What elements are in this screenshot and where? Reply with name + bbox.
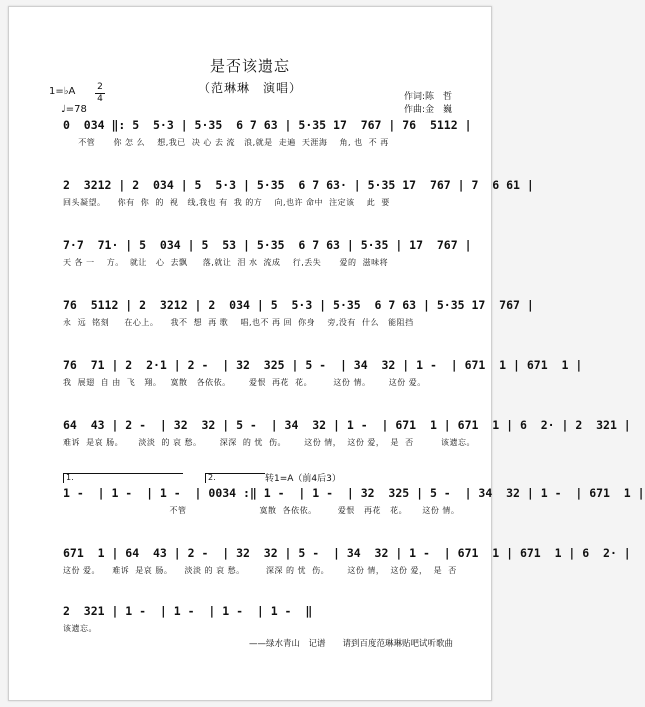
notation-line: 671 1 | 64 43 | 2 - | 32 32 | 5 - | 34 32 | 1 - | 671 1 | 671 1 | 6 2· | <box>63 546 631 560</box>
score-row-7 <box>9 485 645 525</box>
notation-line: 1 - | 1 - | 1 - | 0034 :‖ 1 - | 1 - | 32 325 | 5 - | 34 32 | 1 - | 671 1 | <box>63 486 645 500</box>
notation-line: 64 43 | 2 - | 32 32 | 5 - | 34 32 | 1 - | 671 1 | 671 1 | 6 2· | 2 321 | <box>63 418 631 432</box>
lyric-line: 难诉 是哀 肠。 淡淡 的 哀 愁。 深深 的 忧 伤。 这份 情， 这份 爱， 是 否 该遗忘。 <box>63 438 475 447</box>
notation-line: 2 3212 | 2 034 | 5 5·3 | 5·35 6 7 63· | 5·35 17 767 | 7 6 61 | <box>63 178 534 192</box>
score-row-1 <box>9 117 491 157</box>
key-signature: 1=♭A <box>49 86 76 97</box>
score-row-8 <box>9 545 631 585</box>
score-row-3 <box>9 237 491 277</box>
meter-bottom: 4 <box>97 94 103 104</box>
lyric-line: 不管 你 怎 么 想,我已 决 心 去 流 浪,就是 走遍 天涯海 角, 也 不 再 <box>63 138 389 147</box>
time-signature <box>95 83 105 104</box>
lyric-line: 这份 爱。 难诉 是哀 肠。 淡淡 的 哀 愁。 深深 的 忧 伤。 这份 情， 这份 爱， 是 否 <box>63 566 457 575</box>
modulation-marking: 转1=A（前4后3） <box>265 474 341 484</box>
credits <box>404 91 452 117</box>
notation-line: 76 71 | 2 2·1 | 2 - | 32 325 | 5 - | 34 32 | 1 - | 671 1 | 671 1 | <box>63 358 583 372</box>
quarter-note-icon: ♩ <box>61 104 66 115</box>
tempo-value: =78 <box>65 104 87 115</box>
lyric-line: 永 远 铭刻 在心上。 我不 想 再 歌 唱,也不 再 回 你身 旁,没有 什么 能阻挡 <box>63 318 414 327</box>
notation-line: 0 034 ‖: 5 5·3 | 5·35 6 7 63 | 5·35 17 767 | 76 5112 | <box>63 118 472 132</box>
notation-line: 7·7 71· | 5 034 | 5 53 | 5·35 6 7 63 | 5·35 | 17 767 | <box>63 238 472 252</box>
lyric-line: 回头凝望。 你有 你 的 视 线,我也 有 我 的方 向,也许 命中 注定该 此 要 <box>63 198 390 207</box>
score-row-5 <box>9 357 583 397</box>
score-row-2 <box>9 177 534 217</box>
tempo-marking <box>61 104 87 115</box>
performer-subtitle: （范琳琳 演唱） <box>197 81 302 95</box>
second-ending-label: 2. <box>208 473 216 482</box>
first-ending-bracket <box>63 473 183 483</box>
transcriber-footer: ——绿水青山 记谱 请到百度范琳琳贴吧试听歌曲 <box>249 639 454 649</box>
lyric-line: 不管 寞散 各依依。 爱恨 再花 花。 这份 情。 <box>63 506 460 515</box>
notation-line: 76 5112 | 2 3212 | 2 034 | 5 5·3 | 5·35 6 7 63 | 5·35 17 767 | <box>63 298 534 312</box>
meter-top: 2 <box>97 82 103 92</box>
score-row-6 <box>9 417 631 457</box>
sheet-music-page <box>8 6 645 701</box>
lyric-line: 天 各 一 方。 就让 心 去飘 落,就让 泪 水 流成 行,丢失 爱的 滋味将 <box>63 258 389 267</box>
song-title: 是否该遗忘 <box>209 57 290 75</box>
notation-line: 2 321 | 1 - | 1 - | 1 - | 1 - ‖ <box>63 604 313 618</box>
lyric-line: 该遗忘。 <box>63 624 97 633</box>
composer-credit: 作曲:金 巍 <box>404 105 453 115</box>
score-row-4 <box>9 297 534 337</box>
first-ending-label: 1. <box>66 473 74 482</box>
lyricist-credit: 作词:陈 哲 <box>404 92 453 102</box>
lyric-line: 我 展翅 自 由 飞 翔。 寞散 各依依。 爱恨 再花 花。 这份 情。 这份 爱。 <box>63 378 426 387</box>
